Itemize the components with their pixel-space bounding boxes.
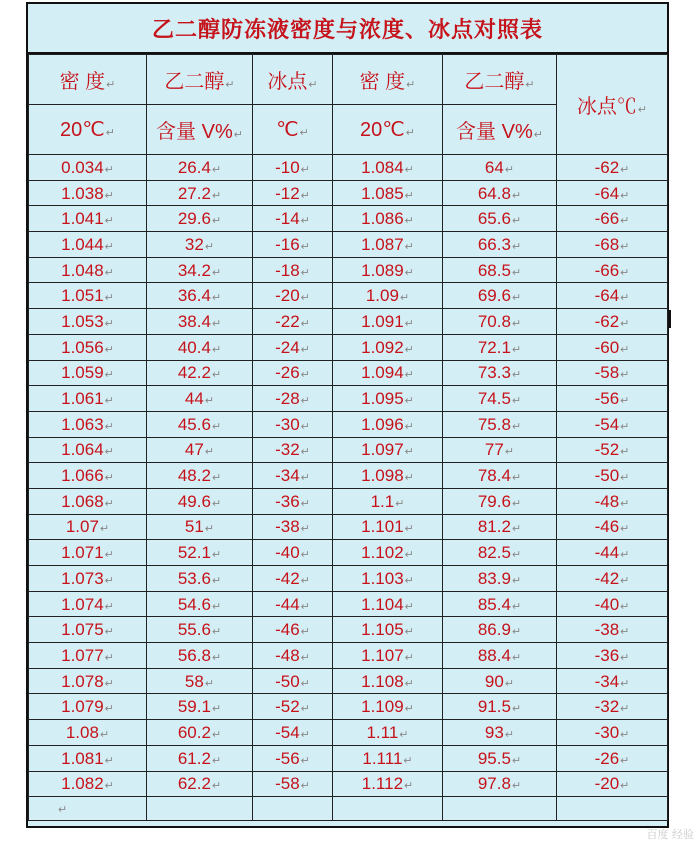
cell-freeze-left: -22↵ <box>253 309 333 335</box>
table-row <box>29 386 668 412</box>
cell-density-left: 1.07↵ <box>29 514 147 540</box>
cell-glycol-left: 38.4↵ <box>147 309 253 335</box>
cell-freeze-right: -46↵ <box>557 514 668 540</box>
cell-density-left: 1.061↵ <box>29 386 147 412</box>
cell-density-right: 1.11↵ <box>333 720 443 746</box>
cell-freeze-left: -30↵ <box>253 411 333 437</box>
cell-freeze-left: -42↵ <box>253 566 333 592</box>
cell-density-right: 1.089↵ <box>333 257 443 283</box>
cell-density-right: 1.102↵ <box>333 540 443 566</box>
cell-glycol-left: 55.6↵ <box>147 617 253 643</box>
header-glycol-unit-left: 含量 V%↵ <box>147 105 253 155</box>
cell-glycol-right: 64↵ <box>443 155 557 181</box>
cell-density-right: 1.112↵ <box>333 771 443 797</box>
cell-freeze-right: -20↵ <box>557 771 668 797</box>
cell-density-right: 1.094↵ <box>333 360 443 386</box>
table-title: 乙二醇防冻液密度与浓度、冰点对照表 <box>28 4 667 54</box>
cell-glycol-right: 75.8↵ <box>443 411 557 437</box>
cell-density-left: 0.034↵ <box>29 155 147 181</box>
cell-glycol-right: 90↵ <box>443 668 557 694</box>
cell-freeze-left: -32↵ <box>253 437 333 463</box>
cell-density-left: 1.066↵ <box>29 463 147 489</box>
cell-density-right: 1.101↵ <box>333 514 443 540</box>
cell-glycol-right: 88.4↵ <box>443 643 557 669</box>
table-row <box>29 771 668 797</box>
cell-freeze-left: -16↵ <box>253 232 333 258</box>
cell-glycol-left: 59.1↵ <box>147 694 253 720</box>
cell-density-right: 1.096↵ <box>333 411 443 437</box>
cell-glycol-left: 58↵ <box>147 668 253 694</box>
cell-glycol-left: 48.2↵ <box>147 463 253 489</box>
empty-cell <box>333 797 443 821</box>
cell-freeze-left: -46↵ <box>253 617 333 643</box>
table-row <box>29 720 668 746</box>
cell-glycol-left: 61.2↵ <box>147 745 253 771</box>
cell-freeze-left: -18↵ <box>253 257 333 283</box>
cell-glycol-left: 52.1↵ <box>147 540 253 566</box>
cell-glycol-left: 40.4↵ <box>147 334 253 360</box>
cell-freeze-left: -58↵ <box>253 771 333 797</box>
cell-glycol-right: 77↵ <box>443 437 557 463</box>
cell-freeze-right: -62↵ <box>557 155 668 181</box>
cell-density-right: 1.085↵ <box>333 180 443 206</box>
cell-glycol-left: 44↵ <box>147 386 253 412</box>
cell-freeze-right: -52↵ <box>557 437 668 463</box>
cell-freeze-left: -26↵ <box>253 360 333 386</box>
table-row <box>29 591 668 617</box>
header-density-right: 密 度↵ <box>333 55 443 105</box>
cell-glycol-left: 42.2↵ <box>147 360 253 386</box>
header-glycol-unit-right: 含量 V%↵ <box>443 105 557 155</box>
cell-freeze-right: -36↵ <box>557 643 668 669</box>
cell-glycol-left: 51↵ <box>147 514 253 540</box>
cell-freeze-right: -50↵ <box>557 463 668 489</box>
header-density-left: 密 度↵ <box>29 55 147 105</box>
cell-density-right: 1.087↵ <box>333 232 443 258</box>
cell-glycol-right: 82.5↵ <box>443 540 557 566</box>
table-row <box>29 334 668 360</box>
cell-density-left: 1.079↵ <box>29 694 147 720</box>
cell-freeze-right: -30↵ <box>557 720 668 746</box>
watermark: 百度 经验 <box>646 828 694 841</box>
cell-glycol-left: 62.2↵ <box>147 771 253 797</box>
cell-density-right: 1.092↵ <box>333 334 443 360</box>
cell-freeze-left: -50↵ <box>253 668 333 694</box>
cell-freeze-right: -68↵ <box>557 232 668 258</box>
table-row <box>29 155 668 181</box>
cell-glycol-right: 97.8↵ <box>443 771 557 797</box>
empty-cell <box>147 797 253 821</box>
cell-density-right: 1.105↵ <box>333 617 443 643</box>
cell-density-right: 1.107↵ <box>333 643 443 669</box>
table-row <box>29 643 668 669</box>
cell-freeze-right: -34↵ <box>557 668 668 694</box>
cell-freeze-right: -42↵ <box>557 566 668 592</box>
cell-freeze-right: -38↵ <box>557 617 668 643</box>
cell-freeze-left: -52↵ <box>253 694 333 720</box>
cell-density-left: 1.038↵ <box>29 180 147 206</box>
density-table <box>28 54 668 821</box>
cell-glycol-right: 79.6↵ <box>443 488 557 514</box>
cell-freeze-left: -34↵ <box>253 463 333 489</box>
table-row <box>29 463 668 489</box>
cell-freeze-right: -58↵ <box>557 360 668 386</box>
cell-density-left: 1.077↵ <box>29 643 147 669</box>
header-glycol-left: 乙二醇↵ <box>147 55 253 105</box>
cell-freeze-right: -66↵ <box>557 206 668 232</box>
table-row <box>29 283 668 309</box>
table-row <box>29 180 668 206</box>
cell-glycol-left: 53.6↵ <box>147 566 253 592</box>
cell-freeze-right: -32↵ <box>557 694 668 720</box>
table-row <box>29 309 668 335</box>
table-row <box>29 360 668 386</box>
cell-freeze-left: -28↵ <box>253 386 333 412</box>
table-row <box>29 257 668 283</box>
cell-density-left: 1.048↵ <box>29 257 147 283</box>
cell-density-right: 1.091↵ <box>333 309 443 335</box>
cell-freeze-right: -66↵ <box>557 257 668 283</box>
cell-glycol-left: 49.6↵ <box>147 488 253 514</box>
cell-glycol-right: 83.9↵ <box>443 566 557 592</box>
cell-glycol-left: 54.6↵ <box>147 591 253 617</box>
cell-freeze-left: -54↵ <box>253 720 333 746</box>
cell-density-right: 1.095↵ <box>333 386 443 412</box>
cell-density-left: 1.073↵ <box>29 566 147 592</box>
table-row <box>29 232 668 258</box>
cell-freeze-left: -24↵ <box>253 334 333 360</box>
cell-glycol-right: 95.5↵ <box>443 745 557 771</box>
table-row <box>29 617 668 643</box>
table-row <box>29 668 668 694</box>
cell-freeze-left: -40↵ <box>253 540 333 566</box>
cell-glycol-left: 26.4↵ <box>147 155 253 181</box>
cell-freeze-right: -44↵ <box>557 540 668 566</box>
cell-density-right: 1.104↵ <box>333 591 443 617</box>
cell-glycol-right: 91.5↵ <box>443 694 557 720</box>
cell-glycol-left: 36.4↵ <box>147 283 253 309</box>
cell-density-right: 1.084↵ <box>333 155 443 181</box>
header-row-top <box>29 55 668 105</box>
header-glycol-right: 乙二醇↵ <box>443 55 557 105</box>
table-row <box>29 745 668 771</box>
empty-cell <box>443 797 557 821</box>
cell-freeze-right: -56↵ <box>557 386 668 412</box>
cell-density-left: 1.059↵ <box>29 360 147 386</box>
cell-density-left: 1.041↵ <box>29 206 147 232</box>
cell-density-right: 1.108↵ <box>333 668 443 694</box>
table-row <box>29 488 668 514</box>
cell-glycol-right: 85.4↵ <box>443 591 557 617</box>
cell-freeze-left: -12↵ <box>253 180 333 206</box>
table-sheet <box>26 2 669 828</box>
cell-density-left: 1.074↵ <box>29 591 147 617</box>
cell-glycol-right: 68.5↵ <box>443 257 557 283</box>
cell-density-left: 1.078↵ <box>29 668 147 694</box>
table-row <box>29 566 668 592</box>
cell-glycol-right: 81.2↵ <box>443 514 557 540</box>
header-freeze-right: 冰点℃↵ <box>557 55 668 155</box>
cell-glycol-right: 69.6↵ <box>443 283 557 309</box>
table-row <box>29 694 668 720</box>
cell-glycol-right: 65.6↵ <box>443 206 557 232</box>
cell-glycol-left: 45.6↵ <box>147 411 253 437</box>
cell-freeze-right: -40↵ <box>557 591 668 617</box>
empty-row <box>29 797 668 821</box>
cell-freeze-left: -56↵ <box>253 745 333 771</box>
cell-density-left: 1.053↵ <box>29 309 147 335</box>
cell-glycol-right: 86.9↵ <box>443 617 557 643</box>
cell-density-left: 1.063↵ <box>29 411 147 437</box>
cell-density-left: 1.056↵ <box>29 334 147 360</box>
cell-freeze-left: -48↵ <box>253 643 333 669</box>
empty-cell <box>557 797 668 821</box>
cell-glycol-right: 73.3↵ <box>443 360 557 386</box>
cell-freeze-right: -26↵ <box>557 745 668 771</box>
cell-density-right: 1.103↵ <box>333 566 443 592</box>
cell-glycol-right: 66.3↵ <box>443 232 557 258</box>
cell-freeze-right: -48↵ <box>557 488 668 514</box>
table-row <box>29 206 668 232</box>
cell-density-left: 1.064↵ <box>29 437 147 463</box>
cell-glycol-left: 34.2↵ <box>147 257 253 283</box>
cell-density-right: 1.097↵ <box>333 437 443 463</box>
cell-density-right: 1.111↵ <box>333 745 443 771</box>
edge-mark <box>668 310 671 328</box>
cell-density-left: 1.081↵ <box>29 745 147 771</box>
cell-glycol-left: 29.6↵ <box>147 206 253 232</box>
cell-freeze-left: -44↵ <box>253 591 333 617</box>
table-row <box>29 514 668 540</box>
cell-density-right: 1.1↵ <box>333 488 443 514</box>
cell-glycol-right: 78.4↵ <box>443 463 557 489</box>
cell-freeze-left: -20↵ <box>253 283 333 309</box>
cell-glycol-right: 93↵ <box>443 720 557 746</box>
cell-glycol-left: 47↵ <box>147 437 253 463</box>
cell-glycol-right: 74.5↵ <box>443 386 557 412</box>
header-freeze-unit-left: ℃↵ <box>253 105 333 155</box>
cell-glycol-right: 64.8↵ <box>443 180 557 206</box>
cell-freeze-right: -54↵ <box>557 411 668 437</box>
table-row <box>29 437 668 463</box>
cell-glycol-left: 56.8↵ <box>147 643 253 669</box>
cell-glycol-left: 32↵ <box>147 232 253 258</box>
cell-density-left: 1.044↵ <box>29 232 147 258</box>
cell-freeze-right: -64↵ <box>557 180 668 206</box>
cell-density-right: 1.098↵ <box>333 463 443 489</box>
cell-density-left: 1.075↵ <box>29 617 147 643</box>
cell-glycol-left: 27.2↵ <box>147 180 253 206</box>
cell-freeze-left: -36↵ <box>253 488 333 514</box>
header-density-unit-left: 20℃↵ <box>29 105 147 155</box>
cell-density-left: 1.08↵ <box>29 720 147 746</box>
header-freeze-left: 冰点↵ <box>253 55 333 105</box>
cell-density-left: 1.082↵ <box>29 771 147 797</box>
cell-density-left: 1.051↵ <box>29 283 147 309</box>
cell-freeze-right: -62↵ <box>557 309 668 335</box>
cell-glycol-right: 72.1↵ <box>443 334 557 360</box>
cell-freeze-right: -60↵ <box>557 334 668 360</box>
cell-density-left: 1.068↵ <box>29 488 147 514</box>
cell-freeze-left: -10↵ <box>253 155 333 181</box>
empty-cell <box>253 797 333 821</box>
cell-density-right: 1.09↵ <box>333 283 443 309</box>
header-density-unit-right: 20℃↵ <box>333 105 443 155</box>
empty-cell: ↵ <box>29 797 147 821</box>
table-row <box>29 540 668 566</box>
cell-density-right: 1.086↵ <box>333 206 443 232</box>
cell-density-left: 1.071↵ <box>29 540 147 566</box>
cell-glycol-left: 60.2↵ <box>147 720 253 746</box>
cell-freeze-right: -64↵ <box>557 283 668 309</box>
cell-glycol-right: 70.8↵ <box>443 309 557 335</box>
table-row <box>29 411 668 437</box>
cell-freeze-left: -38↵ <box>253 514 333 540</box>
cell-density-right: 1.109↵ <box>333 694 443 720</box>
cell-freeze-left: -14↵ <box>253 206 333 232</box>
